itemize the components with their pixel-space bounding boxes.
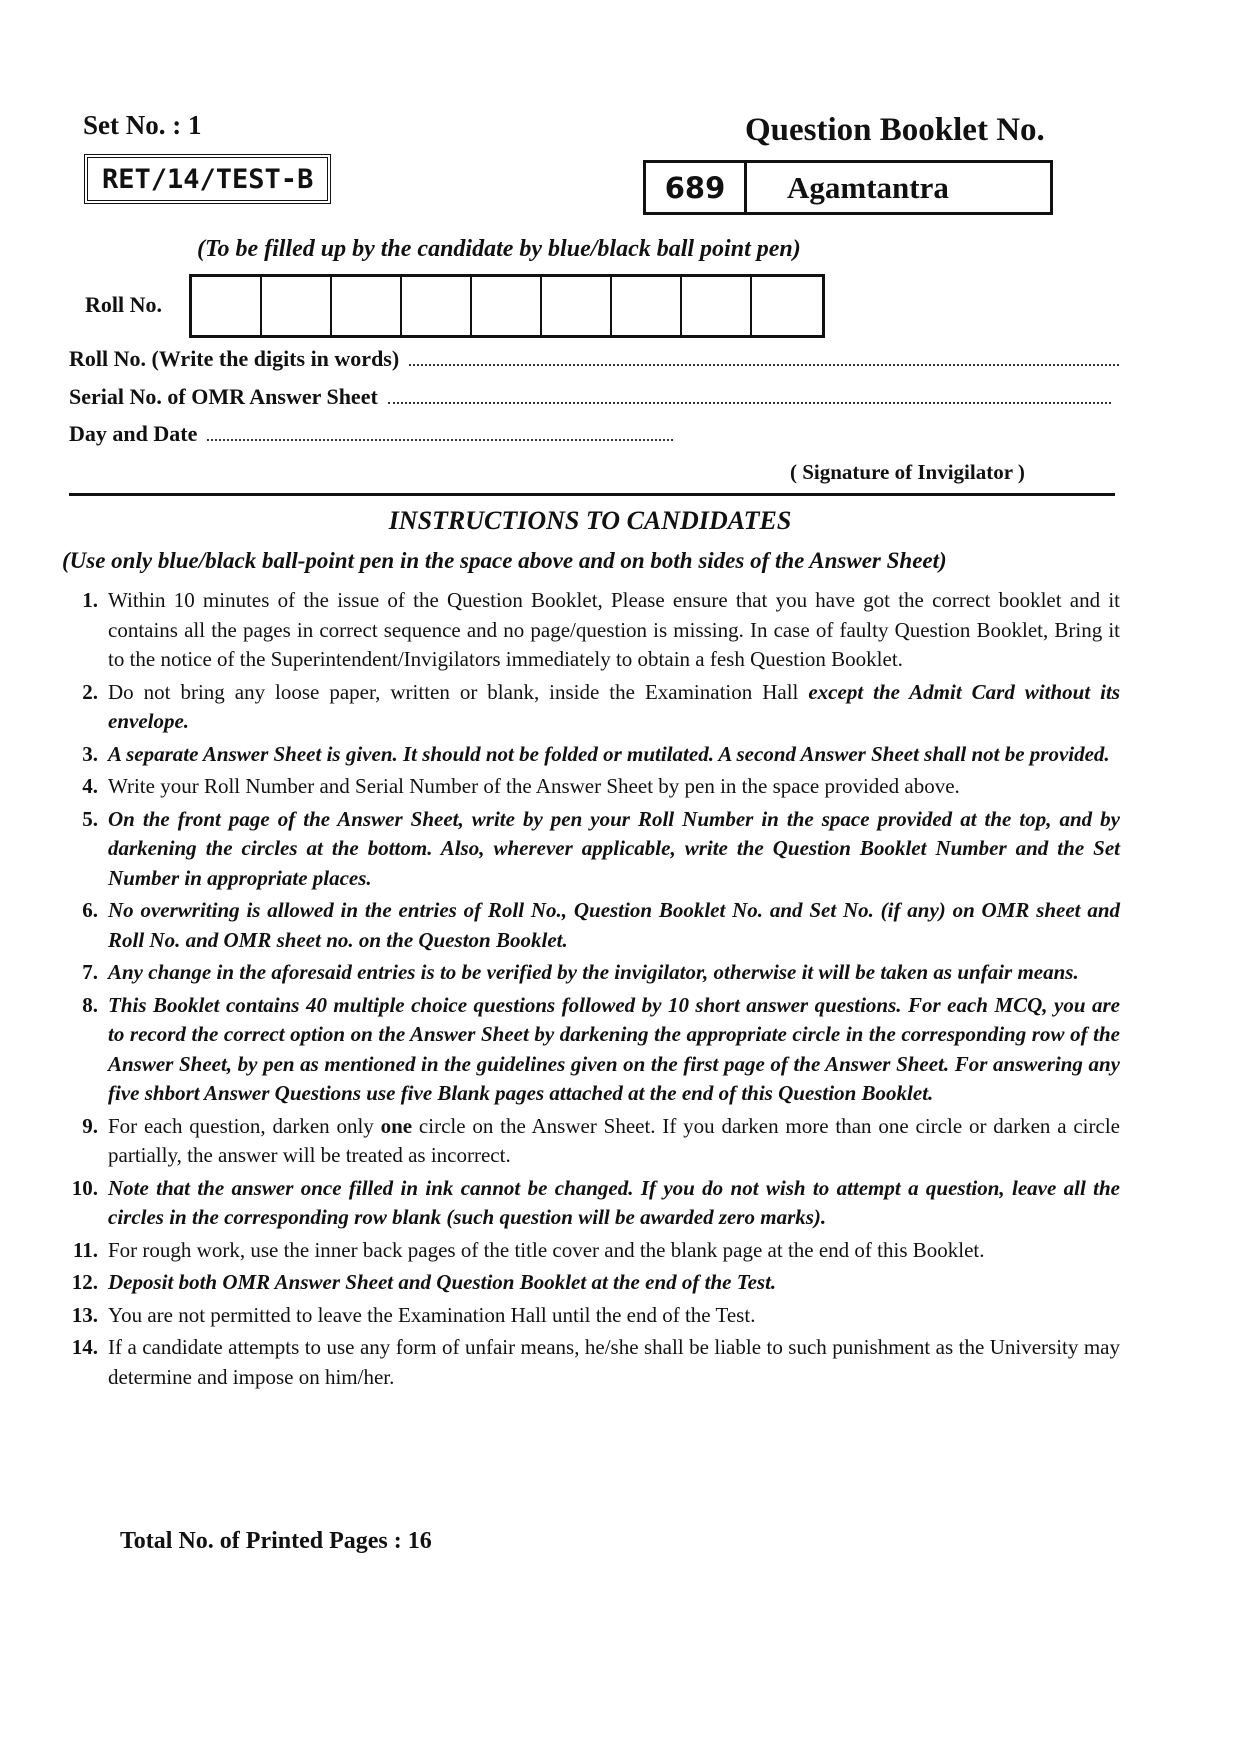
instruction-item [62, 896, 1120, 955]
instruction-number: 7. [82, 960, 98, 984]
instruction-text [108, 678, 1120, 737]
instruction-item [62, 958, 1120, 988]
roll-no-label: Roll No. [85, 292, 162, 317]
instructions-list [62, 586, 1120, 1395]
instruction-text: If a candidate attempts to use any form of unfair means, he/she shall be liable to such punishment as the University may determine and impose on him/her. [108, 1335, 1120, 1389]
instruction-text-part: circle on the Answer Sheet. If you darken more than one circle or darken a circle partially, the answer will be treated as incorrect. [108, 1113, 1120, 1167]
roll-no-digit-box[interactable] [402, 277, 472, 335]
instruction-number: 6. [82, 898, 98, 922]
instruction-number: 10. [71, 1175, 98, 1200]
day-date-label: Day and Date [69, 421, 198, 446]
instruction-number: 9. [82, 1113, 98, 1138]
instruction-item [62, 678, 1120, 737]
instruction-number: 2. [82, 679, 98, 704]
instruction-item [62, 1236, 1120, 1266]
omr-serial-line[interactable] [388, 402, 1111, 404]
instruction-text: Note that the answer once filled in ink cannot be changed. If you do not wish to attempt a question, leave all the circles in the corresponding row blank (such question will be awarded zero marks). [108, 1175, 1120, 1229]
instruction-item [62, 1112, 1120, 1171]
booklet-number: 689 [646, 163, 747, 212]
instruction-text: For rough work, use the inner back pages of the title cover and the blank page at the end of this Booklet. [108, 1237, 985, 1262]
instruction-text: Deposit both OMR Answer Sheet and Question Booklet at the end of the Test. [108, 1270, 777, 1294]
question-booklet-label: Question Booklet No. [745, 112, 1045, 148]
roll-no-digit-box[interactable] [192, 277, 262, 335]
instruction-text: Write your Roll Number and Serial Number of the Answer Sheet by pen in the space provided above. [108, 774, 960, 798]
roll-no-words-label: Roll No. (Write the digits in words) [69, 346, 400, 371]
instruction-number: 12. [71, 1270, 98, 1294]
instructions-title: INSTRUCTIONS TO CANDIDATES [388, 506, 792, 535]
divider [69, 493, 1115, 496]
instruction-item [62, 991, 1120, 1109]
roll-no-digit-box[interactable] [542, 277, 612, 335]
instruction-number: 14. [71, 1335, 98, 1359]
instruction-item [62, 1268, 1120, 1298]
instruction-text-emphasis: except the Admit Card without its envelope. [108, 679, 1120, 733]
instruction-text: Within 10 minutes of the issue of the Question Booklet, Please ensure that you have got the correct booklet and it contains all the pages in correct sequence and no page/question is missing. In case of faulty Question Booklet, Bring it to the notice of the Superintendent/Invigilators immediately to obtain a fesh Question Booklet. [108, 588, 1120, 671]
day-date-field[interactable] [69, 421, 673, 447]
fill-note: (To be filled up by the candidate by blue/black ball point pen) [197, 236, 801, 262]
instructions-subtitle: (Use only blue/black ball-point pen in the space above and on both sides of the Answer Sheet) [62, 548, 947, 573]
instruction-text: Any change in the aforesaid entries is to be verified by the invigilator, otherwise it will be taken as unfair means. [108, 960, 1079, 984]
instruction-item [62, 805, 1120, 894]
instruction-item [62, 740, 1120, 770]
instruction-text: On the front page of the Answer Sheet, write by pen your Roll Number in the space provided at the top, and by darkening the circles at the bottom. Also, wherever applicable, write the Question Booklet Number and the Set Number in appropriate places. [108, 806, 1120, 890]
omr-serial-field[interactable] [69, 384, 1111, 410]
set-number: Set No. : 1 [83, 110, 202, 140]
instruction-text-bold: one [380, 1113, 413, 1138]
invigilator-signature-label: ( Signature of Invigilator ) [790, 460, 1025, 484]
roll-no-boxes [189, 274, 825, 338]
instruction-number: 5. [82, 806, 98, 831]
instruction-number: 11. [72, 1237, 98, 1262]
test-code-box [84, 154, 331, 204]
roll-no-digit-box[interactable] [682, 277, 752, 335]
instruction-item [62, 1174, 1120, 1233]
roll-no-words-field[interactable] [69, 346, 1119, 372]
instruction-text [108, 1112, 1120, 1171]
instruction-item [62, 772, 1120, 802]
omr-serial-label: Serial No. of OMR Answer Sheet [69, 384, 378, 409]
roll-no-digit-box[interactable] [332, 277, 402, 335]
instruction-number: 4. [82, 774, 98, 798]
roll-no-digit-box[interactable] [262, 277, 332, 335]
instruction-number: 1. [82, 588, 98, 612]
instruction-item [62, 1333, 1120, 1392]
instruction-text: This Booklet contains 40 multiple choice questions followed by 10 short answer questions. For each MCQ, you are to record the correct option on the Answer Sheet by darkening the appropriate circle in the corresponding row of the Answer Sheet, by pen as mentioned in the guidelines given on the first page of the Answer Sheet. For answering any five shbort Answer Questions use five Blank pages attached at the end of this Question Booklet. [108, 992, 1120, 1105]
instruction-text: You are not permitted to leave the Examination Hall until the end of the Test. [108, 1302, 756, 1327]
instruction-number: 13. [71, 1302, 98, 1327]
instruction-text-plain: Do not bring any loose paper, written or blank, inside the Examination Hall [108, 679, 809, 704]
roll-no-digit-box[interactable] [472, 277, 542, 335]
roll-no-digit-box[interactable] [752, 277, 822, 335]
instruction-number: 3. [82, 741, 98, 766]
instruction-item [62, 586, 1120, 675]
booklet-subject: Agamtantra [787, 169, 949, 205]
instruction-item [62, 1301, 1120, 1331]
instruction-number: 8. [82, 992, 98, 1017]
test-code: RET/14/TEST-B [102, 163, 314, 195]
roll-no-digit-box[interactable] [612, 277, 682, 335]
question-booklet-box [643, 160, 1053, 215]
instruction-text: A separate Answer Sheet is given. It should not be folded or mutilated. A second Answer Sheet shall not be provided. [108, 741, 1110, 766]
instruction-text: No overwriting is allowed in the entries of Roll No., Question Booklet No. and Set No. (if any) on OMR sheet and Roll No. and OMR sheet no. on the Queston Booklet. [108, 898, 1120, 952]
day-date-line[interactable] [207, 439, 673, 441]
roll-no-words-line[interactable] [409, 364, 1119, 366]
total-printed-pages: Total No. of Printed Pages : 16 [120, 1528, 432, 1554]
instruction-text-part: For each question, darken only [108, 1113, 381, 1138]
